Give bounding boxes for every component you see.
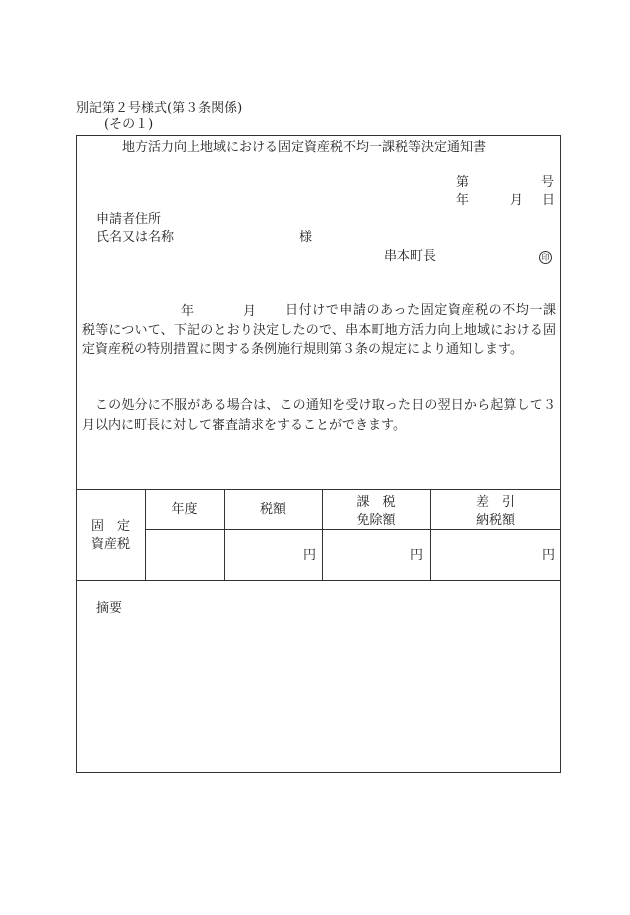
remarks-label: 摘要: [96, 601, 123, 616]
column-tax-amount: 税額: [259, 502, 286, 517]
exemption-amount-unit: 円: [410, 548, 424, 563]
notice-title: 地方活力向上地域における固定資産税不均一課税等決定通知書: [122, 140, 487, 155]
notice-body-text-2: この処分に不服がある場合は、この通知を受け取った日の翌日から起算して３月以内に町長に対して審査請求をすることができます。: [82, 398, 556, 433]
tax-category-line-2: 資産税: [90, 537, 130, 552]
column-net-line-2: 納税額: [475, 513, 515, 528]
column-fiscal-year: 年度: [171, 502, 198, 517]
issue-date-day: 日: [542, 193, 556, 208]
issue-date-year: 年: [456, 193, 470, 208]
column-exemption-amount: [322, 494, 430, 530]
document-number-suffix: 号: [541, 175, 555, 190]
net-tax-amount-unit: 円: [542, 548, 556, 563]
notice-body-paragraph-1: [82, 301, 556, 360]
column-exemption-line-2: 免除額: [356, 513, 396, 528]
column-net-tax-amount: [430, 494, 561, 530]
table-bottom-rule: [76, 580, 561, 581]
applicant-address-label: 申請者住所: [96, 212, 162, 227]
column-net-line-1: 差 引: [475, 495, 515, 510]
seal-icon: 印: [539, 251, 552, 264]
tax-category-line-1: 固 定: [90, 519, 130, 534]
form-sub-label: (その１): [104, 117, 154, 132]
seal-mark: [539, 250, 552, 264]
application-date-year: 年: [181, 304, 195, 319]
application-date-month: 月: [243, 304, 257, 319]
tax-category-label: [76, 518, 145, 554]
honorific-label: 様: [299, 230, 313, 245]
document-number-prefix: 第: [456, 175, 470, 190]
applicant-name-label: 氏名又は名称: [96, 230, 175, 245]
notice-body-paragraph-2: [82, 396, 556, 435]
form-number-label: 別記第２号様式(第３条関係): [76, 101, 243, 116]
issuer-name: 串本町長: [384, 249, 437, 264]
table-top-rule: [76, 489, 561, 490]
issue-date-month: 月: [510, 193, 524, 208]
tax-amount-unit: 円: [303, 548, 317, 563]
column-exemption-line-1: 課 税: [356, 495, 396, 510]
notice-body-text-1: 日付けで申請のあった固定資産税の不均一課税等について、下記のとおり決定したので、串本町地方活力向上地域における固定資産税の特別措置に関する条例施行規則第３条の規定により通知します。: [82, 303, 556, 357]
